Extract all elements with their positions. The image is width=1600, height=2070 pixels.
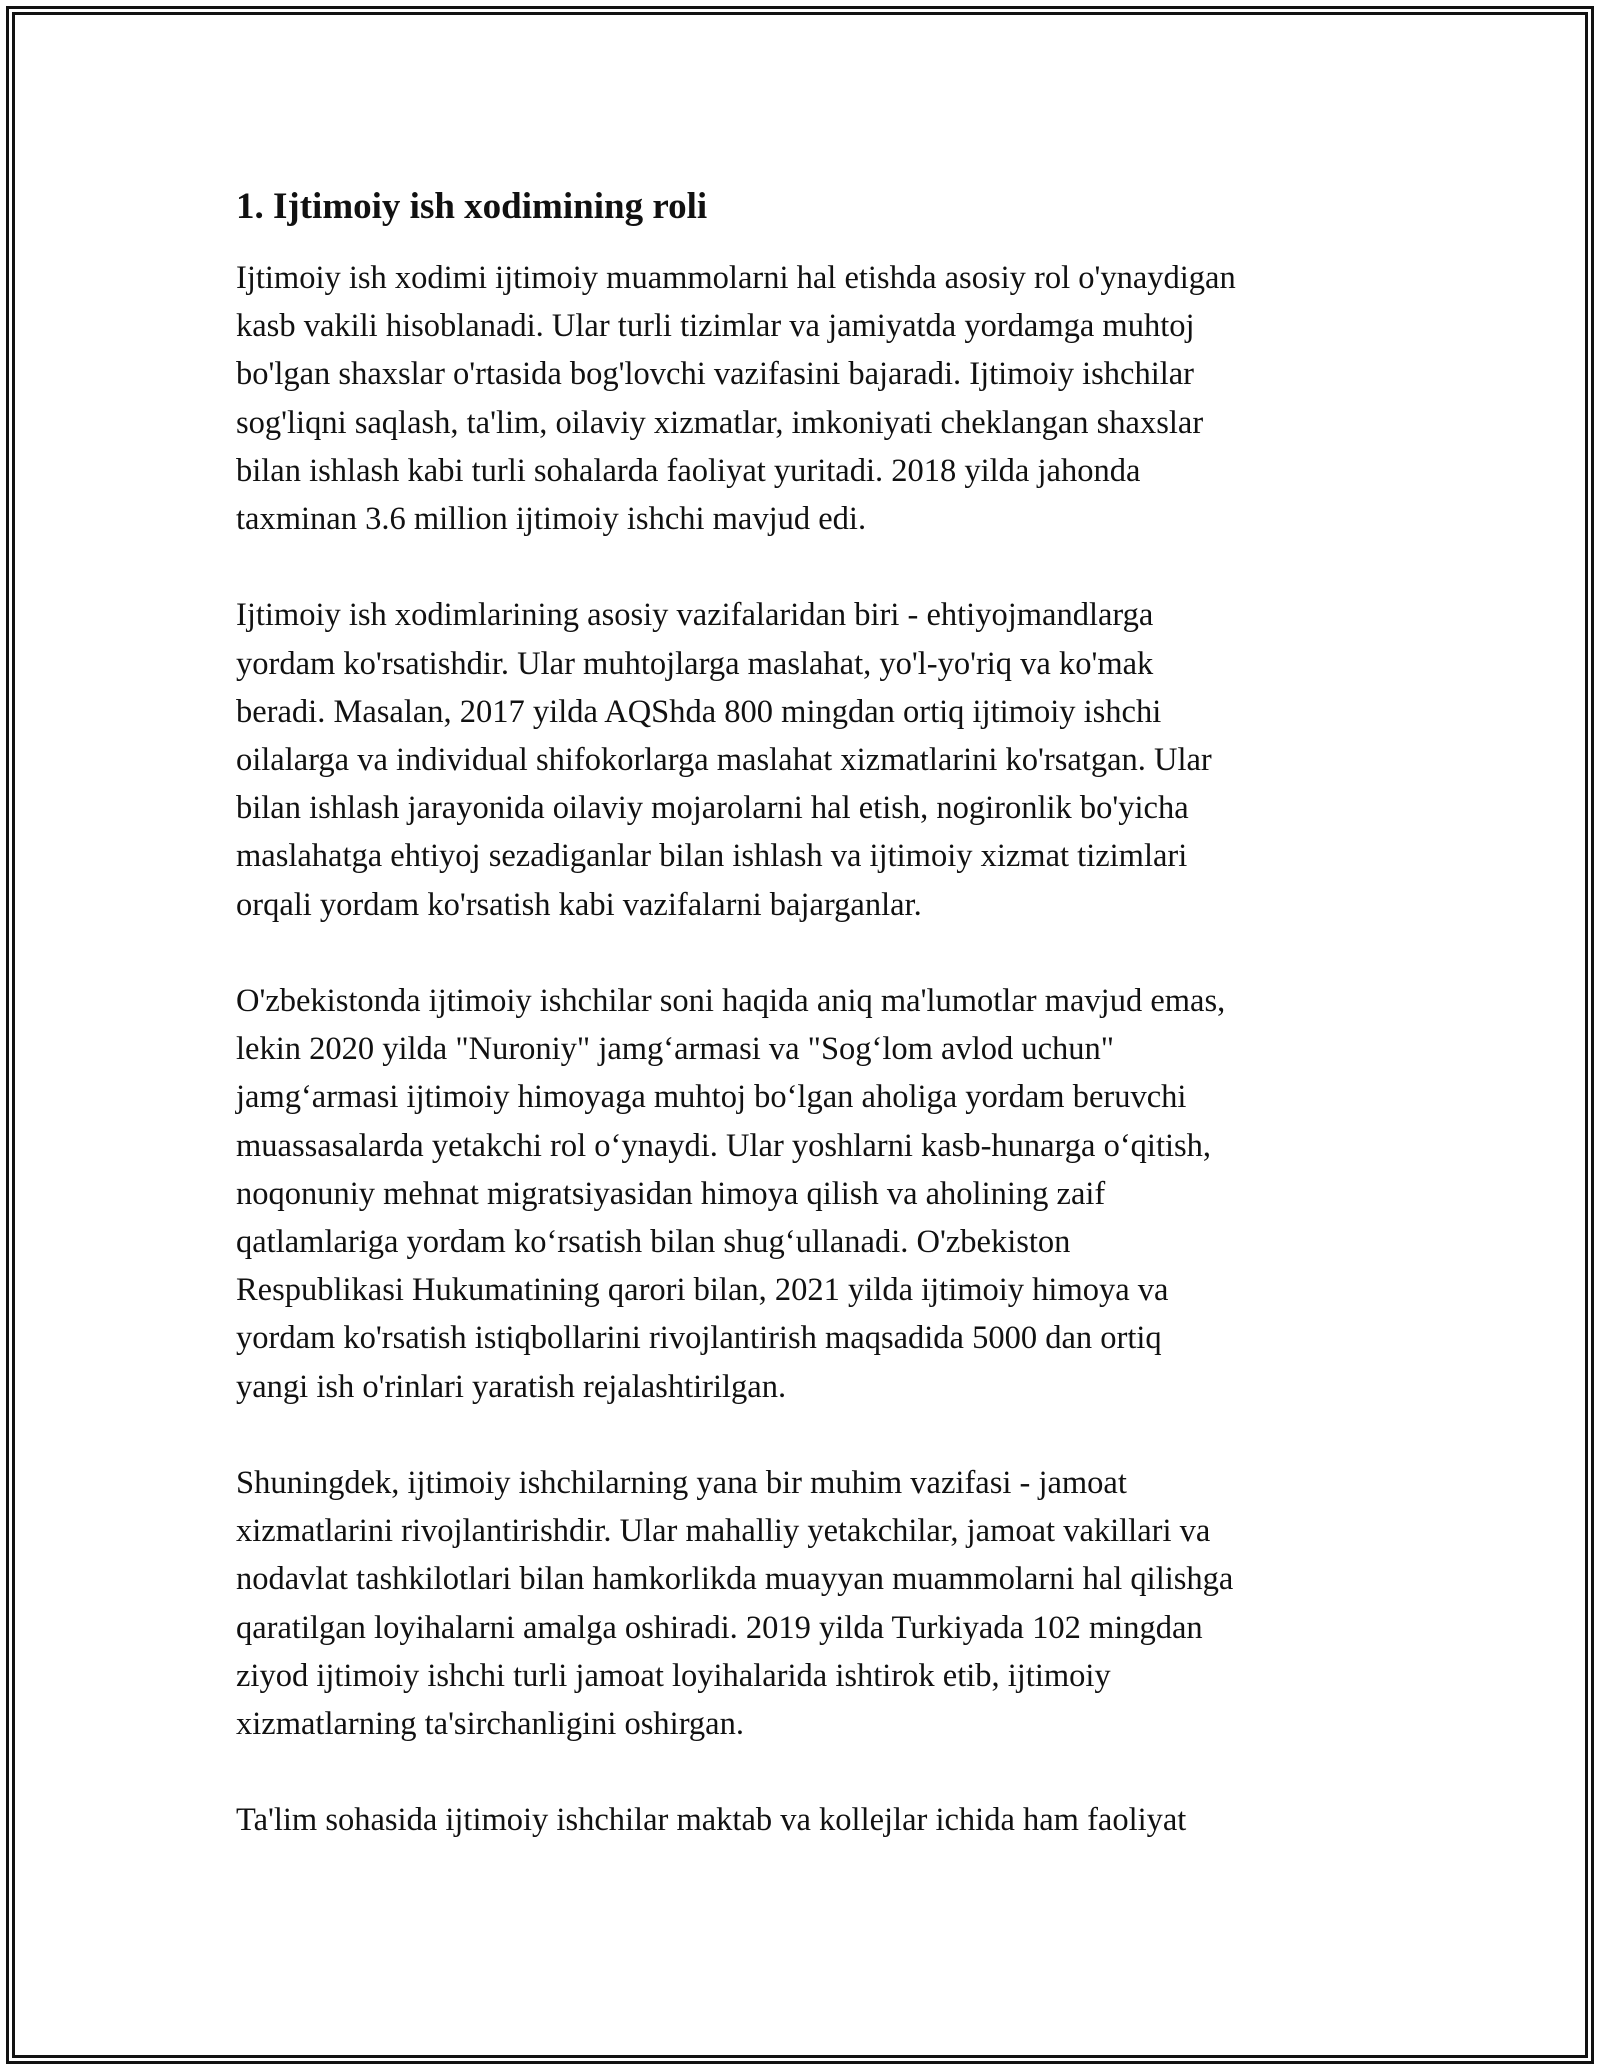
section-heading: 1. Ijtimoiy ish xodimining roli [236, 186, 708, 227]
text-line: bo'lgan shaxslar o'rtasida bog'lovchi vazifasini bajaradi. Ijtimoiy ishchilar [236, 356, 1195, 393]
text-line: lekin 2020 yilda "Nuroniy" jamgʻarmasi va "Sogʻlom avlod uchun" [236, 1031, 1115, 1068]
text-line: taxminan 3.6 million ijtimoiy ishchi mavjud edi. [236, 501, 867, 538]
paragraph-2 [236, 591, 1376, 928]
text-line: qatlamlariga yordam koʻrsatish bilan shugʻullanadi. O'zbekiston [236, 1224, 1071, 1261]
text-line: Ijtimoiy ish xodimi ijtimoiy muammolarni hal etishda asosiy rol o'ynaydigan [236, 260, 1236, 296]
paragraph-5 [236, 1796, 1376, 1844]
text-line: beradi. Masalan, 2017 yilda AQShda 800 mingdan ortiq ijtimoiy ishchi [236, 693, 1162, 730]
text-line: jamgʻarmasi ijtimoiy himoyaga muhtoj boʻlgan aholiga yordam beruvchi [236, 1079, 1187, 1116]
text-line: xizmatlarini rivojlantirishdir. Ular mahalliy yetakchilar, jamoat vakillari va [236, 1513, 1211, 1550]
text-line: yangi ish o'rinlari yaratish rejalashtirilgan. [236, 1368, 787, 1405]
text-line: ziyod ijtimoiy ishchi turli jamoat loyihalarida ishtirok etib, ijtimoiy [236, 1657, 1111, 1694]
text-line: nodavlat tashkilotlari bilan hamkorlikda muayyan muammolarni hal qilishga [236, 1561, 1234, 1598]
text-line: maslahatga ehtiyoj sezadiganlar bilan ishlash va ijtimoiy xizmat tizimlari [236, 838, 1188, 875]
text-line: oilalarga va individual shifokorlarga maslahat xizmatlarini ko'rsatgan. Ular [236, 742, 1212, 779]
text-line: bilan ishlash kabi turli sohalarda faoliyat yuritadi. 2018 yilda jahonda [236, 452, 1141, 489]
text-line: noqonuniy mehnat migratsiyasidan himoya qilish va aholining zaif [236, 1175, 1106, 1212]
text-line: Ta'lim sohasida ijtimoiy ishchilar maktab va kollejlar ichida ham faoliyat [236, 1802, 1187, 1839]
text-line: Shuningdek, ijtimoiy ishchilarning yana bir muhim vazifasi - jamoat [236, 1465, 1127, 1502]
paragraph-4 [236, 1459, 1376, 1748]
text-line: Ijtimoiy ish xodimlarining asosiy vazifalaridan biri - ehtiyojmandlarga [236, 597, 1154, 634]
document-body [236, 185, 1376, 1845]
text-line: kasb vakili hisoblanadi. Ular turli tizimlar va jamiyatda yordamga muhtoj [236, 308, 1195, 345]
text-line: bilan ishlash jarayonida oilaviy mojarolarni hal etish, nogironlik bo'yicha [236, 790, 1189, 827]
text-line: O'zbekistonda ijtimoiy ishchilar soni haqida aniq ma'lumotlar mavjud emas, [236, 983, 1226, 1020]
text-line: xizmatlarning ta'sirchanligini oshirgan. [236, 1706, 744, 1743]
paragraph-1 [236, 254, 1376, 543]
text-line: sog'liqni saqlash, ta'lim, oilaviy xizmatlar, imkoniyati cheklangan shaxslar [236, 404, 1204, 441]
text-line: Respublikasi Hukumatining qarori bilan, 2021 yilda ijtimoiy himoya va [236, 1272, 1169, 1309]
text-line: yordam ko'rsatishdir. Ular muhtojlarga maslahat, yo'l-yo'riq va ko'mak [236, 645, 1154, 682]
paragraph-3 [236, 977, 1376, 1411]
text-line: qaratilgan loyihalarni amalga oshiradi. 2019 yilda Turkiyada 102 mingdan [236, 1609, 1203, 1646]
text-line: muassasalarda yetakchi rol oʻynaydi. Ular yoshlarni kasb-hunarga oʻqitish, [236, 1127, 1212, 1164]
text-line: yordam ko'rsatish istiqbollarini rivojlantirish maqsadida 5000 dan ortiq [236, 1320, 1162, 1357]
text-line: orqali yordam ko'rsatish kabi vazifalarni bajarganlar. [236, 886, 922, 923]
